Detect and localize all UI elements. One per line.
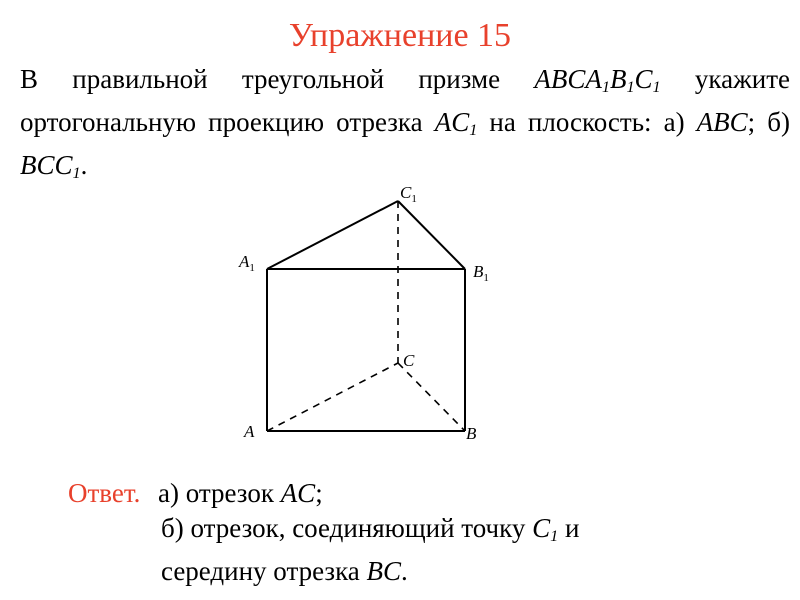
vertex-subscript: 1 [411,193,417,205]
vertex-label-C: C [403,351,415,370]
prism-part: C [634,64,653,94]
problem-text: В правильной треугольной призме [20,64,535,94]
answer-label: Ответ. [68,478,141,508]
prism-figure [230,180,510,445]
prism-part: B [609,64,627,94]
answer-line-a [68,476,788,510]
answer-text: б) отрезок, соединяющий точку [161,513,533,543]
plane-a-name: ABC [696,107,748,137]
plane-b-name [20,150,81,183]
exercise-title: Упражнение 15 [288,17,512,54]
plane-subscript: 1 [72,164,81,183]
answer-segment: BC [366,556,402,586]
plane-part: BCC [20,150,73,180]
vertex-letter: A [239,252,250,271]
segment-name [434,107,478,140]
problem-text: на плоскость: а) [477,107,697,137]
point-letter: C [532,513,551,543]
answer-point [532,513,559,546]
vertex-subscript: 1 [249,262,255,274]
answer-text: . [401,556,408,586]
vertex-label-C1 [400,183,417,205]
prism-part: ABCA [534,64,602,94]
answer-text: середину отрезка [161,556,367,586]
edge-C-B-hidden [398,363,465,431]
vertex-label-A: A [244,422,255,441]
segment-part: AC [434,107,470,137]
answer-text: ; [315,478,323,508]
vertex-subscript: 1 [483,272,489,284]
prism-diagram [230,180,510,445]
answer-block [68,476,788,586]
answer-text: и [558,513,580,543]
vertex-letter: C [400,183,412,202]
answer-line-c [161,554,408,588]
problem-text: укажите ортогональную проекцию отрезка [20,64,790,137]
answer-segment: AC [280,478,316,508]
answer-line-b [161,511,579,545]
answer-text: а) отрезок [158,478,281,508]
vertex-label-B1 [473,262,489,284]
edge-C1-B1 [398,201,465,269]
prism-name [534,64,661,97]
vertex-label-B: B [466,424,477,443]
prism-subscript: 1 [626,78,635,97]
problem-text: ; б) [747,107,790,137]
segment-subscript: 1 [469,121,478,140]
problem-statement [20,58,790,187]
edge-A1-C1 [267,201,398,269]
point-subscript: 1 [550,527,559,546]
edge-A-C-hidden [267,363,398,431]
vertex-letter: B [473,262,484,281]
prism-subscript: 1 [601,78,610,97]
prism-subscript: 1 [652,78,661,97]
vertex-label-A1 [238,252,255,274]
problem-text: . [80,150,88,180]
